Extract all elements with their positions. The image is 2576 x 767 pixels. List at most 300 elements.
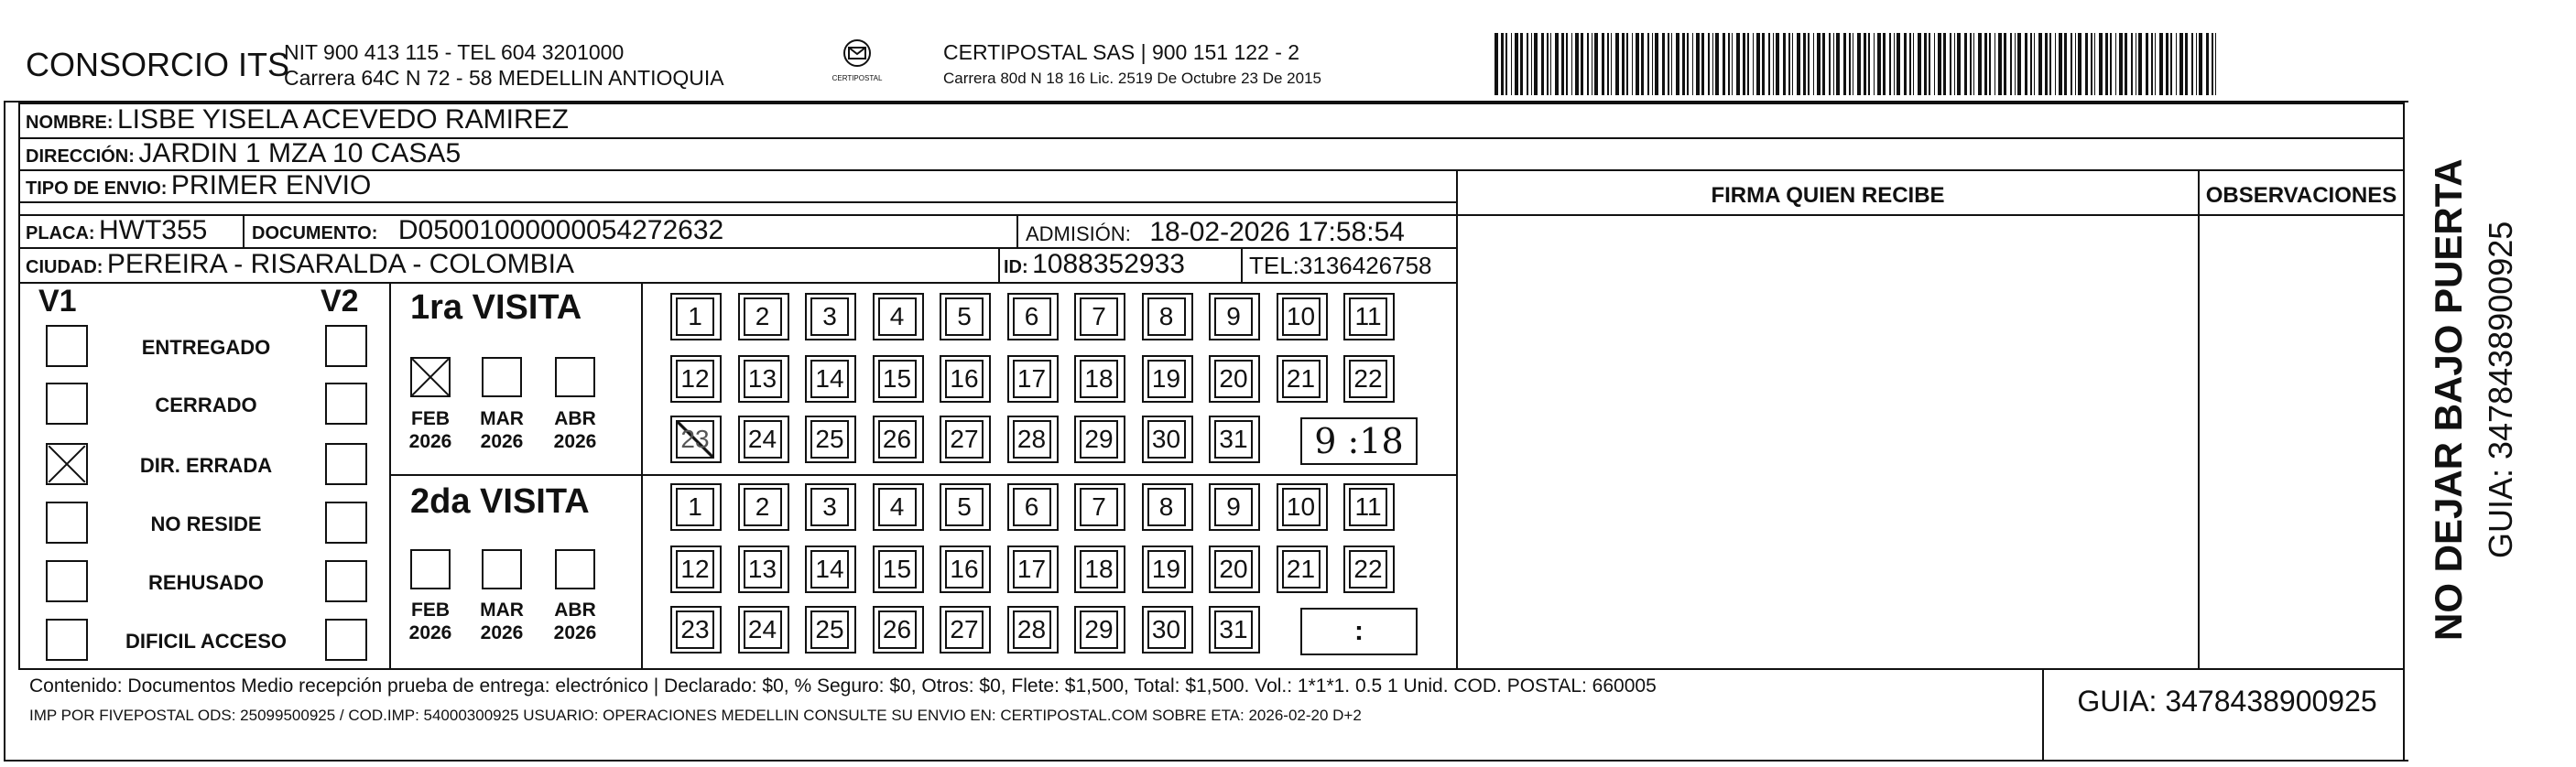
visit1-day-cell[interactable] [1007, 355, 1059, 403]
visit1-month-checkbox[interactable] [482, 357, 522, 397]
barcode-bar [1973, 33, 1974, 95]
barcode-bar [1647, 33, 1649, 95]
visit2-time-box[interactable] [1300, 608, 1418, 655]
tel-row [1249, 252, 1432, 280]
status-label: CERRADO [155, 394, 257, 416]
barcode-bar [1534, 33, 1538, 95]
footer-imp-line: IMP POR FIVEPOSTAL ODS: 25099500925 / COD.IMP: 54000300925 USUARIO: OPERACIONES MEDELLIN CONSULTE SU ENVIO EN: CERTIPOSTAL.COM SOBRE ETA: 2026-02-20 D+2 [29, 707, 1362, 724]
visit1-day-cell[interactable] [805, 355, 856, 403]
barcode-bar [2055, 33, 2056, 95]
visit1-day-cell[interactable] [805, 293, 856, 340]
visit1-day-cell[interactable] [1277, 355, 1328, 403]
barcode-bar [1682, 33, 1685, 95]
visit1-day-number: 30 [1147, 420, 1186, 459]
visit1-day-number: 25 [810, 420, 849, 459]
barcode-bar [2045, 33, 2048, 95]
visit2-day-number: 3 [810, 488, 849, 526]
logo-text: CERTIPOSTAL [831, 74, 883, 82]
visit1-day-number: 4 [878, 297, 917, 336]
barcode-bar [1611, 33, 1612, 95]
visit2-day-cell[interactable] [1142, 606, 1193, 654]
visit1-day-number: 22 [1349, 360, 1387, 398]
visit1-day-number: 9 [1214, 297, 1253, 336]
barcode-bar [2196, 33, 2197, 95]
visit2-day-cell[interactable] [670, 546, 722, 593]
barcode-bar [1566, 33, 1568, 95]
visit2-day-number: 9 [1214, 488, 1253, 526]
tel-value: 3136426758 [1299, 252, 1432, 279]
visit2-day-number: 13 [744, 550, 782, 589]
v1-checkbox[interactable] [46, 325, 88, 367]
visit1-day-cell[interactable] [1209, 293, 1260, 340]
visit1-day-cell[interactable] [1142, 416, 1193, 463]
month-year: 2026 [408, 622, 452, 643]
envelope-icon [839, 38, 875, 68]
license-line: Carrera 80d N 18 16 Lic. 2519 De Octubre 23 De 2015 [943, 70, 1321, 87]
id-row [1004, 249, 1185, 280]
barcode-bar [1984, 33, 1987, 95]
barcode-bar [1813, 33, 1814, 95]
barcode-bar [2004, 33, 2006, 95]
visit2-day-number: 31 [1214, 610, 1253, 649]
barcode-bar [2166, 33, 2168, 95]
visit2-day-cell[interactable] [738, 606, 789, 654]
visit1-month-checkbox[interactable] [410, 357, 451, 397]
barcode-bar [1913, 33, 1914, 95]
visit2-day-cell[interactable] [873, 483, 924, 531]
visit2-day-number: 15 [878, 550, 917, 589]
barcode-bar [1833, 33, 1834, 95]
barcode-bar [2176, 33, 2177, 95]
barcode-bar [1728, 33, 1730, 95]
placa-label: PLACA: [26, 223, 95, 243]
v1-header: V1 [38, 284, 77, 319]
barcode-bar [2025, 33, 2027, 95]
barcode-bar [2078, 33, 2081, 95]
barcode [1495, 33, 2227, 95]
barcode-bar [2105, 33, 2108, 95]
visit1-day-cell[interactable] [940, 355, 991, 403]
visit2-day-number: 18 [1080, 550, 1118, 589]
barcode-bar [1868, 33, 1870, 95]
barcode-bar [1696, 33, 1700, 95]
visit1-day-cell[interactable] [1074, 293, 1125, 340]
barcode-bar [1515, 33, 1518, 95]
barcode-bar [1938, 33, 1941, 95]
visit1-day-number: 21 [1282, 360, 1321, 398]
visit1-day-cell[interactable] [1343, 293, 1395, 340]
visit2-day-cell[interactable] [873, 546, 924, 593]
ciudad-row [26, 249, 574, 280]
visit2-day-cell[interactable] [1142, 483, 1193, 531]
visit2-day-number: 26 [878, 610, 917, 649]
barcode-bar [2094, 33, 2095, 95]
barcode-bar [1776, 33, 1779, 95]
barcode-bar [2010, 33, 2012, 95]
visit2-month-checkbox[interactable] [410, 549, 451, 589]
barcode-bar [1587, 33, 1589, 95]
firma-area[interactable] [1460, 216, 2196, 666]
barcode-bar [1626, 33, 1628, 95]
visit1-day-cell[interactable] [1209, 355, 1260, 403]
company-name: CONSORCIO ITS [26, 46, 290, 83]
direccion-row [26, 138, 461, 169]
footer-content-line: Contenido: Documentos Medio recepción prueba de entrega: electrónico | Declarado: $0, % Seguro: $0, Otros: $0, Flete: $1,500, Total: $1,500. Vol.: 1*1*1. 0.5 1 Unid. COD. POSTAL: 660005 [29, 675, 1657, 697]
barcode-bar [1964, 33, 1967, 95]
barcode-bar [1843, 33, 1846, 95]
barcode-bar [2159, 33, 2163, 95]
visit1-day-cell[interactable] [738, 293, 789, 340]
barcode-bar [2212, 33, 2213, 95]
barcode-bar [1762, 33, 1765, 95]
visit1-day-number: 12 [676, 360, 714, 398]
id-value: 1088352933 [1032, 249, 1185, 279]
visit2-day-cell[interactable] [1007, 483, 1059, 531]
barcode-bar [1692, 33, 1693, 95]
visit2-day-cell[interactable] [1142, 546, 1193, 593]
visit1-day-number: 23 [676, 420, 714, 459]
visit2-day-cell[interactable] [1074, 546, 1125, 593]
visit2-day-cell[interactable] [1209, 546, 1260, 593]
visit1-day-cell[interactable] [1142, 355, 1193, 403]
barcode-bar [1527, 33, 1528, 95]
barcode-bar [1889, 33, 1891, 95]
visit1-month-checkbox[interactable] [555, 357, 595, 397]
barcode-bar [1943, 33, 1946, 95]
visit2-day-cell[interactable] [1007, 606, 1059, 654]
visit1-time: 9 :18 [1314, 421, 1404, 461]
visit2-day-number: 24 [744, 610, 782, 649]
v2-checkbox[interactable] [325, 560, 367, 602]
barcode-bar [1676, 33, 1679, 95]
visit2-day-number: 10 [1282, 488, 1321, 526]
visit1-day-number: 3 [810, 297, 849, 336]
barcode-bar [1736, 33, 1740, 95]
barcode-bar [2170, 33, 2172, 95]
barcode-bar [1671, 33, 1672, 95]
barcode-bar [1636, 33, 1639, 95]
barcode-bar [1561, 33, 1564, 95]
status-label: NO RESIDE [150, 513, 262, 535]
barcode-bar [1797, 33, 1800, 95]
barcode-bar [1641, 33, 1644, 95]
visit2-day-cell[interactable] [805, 546, 856, 593]
barcode-bar [1836, 33, 1840, 95]
visit2-time: : [1354, 616, 1364, 646]
month-name: ABR [554, 600, 596, 621]
barcode-bar [1954, 33, 1955, 95]
certipostal-line: CERTIPOSTAL SAS | 900 151 122 - 2 [943, 40, 1300, 64]
month-name: MAR [480, 600, 524, 621]
certipostal-logo [821, 38, 894, 92]
barcode-bar [2206, 33, 2209, 95]
visit2-month-checkbox[interactable] [482, 549, 522, 589]
v1-checkbox[interactable] [46, 619, 88, 661]
barcode-bar [1773, 33, 1774, 95]
barcode-bar [2091, 33, 2092, 95]
barcode-bar [1817, 33, 1821, 95]
barcode-bar [1723, 33, 1725, 95]
ciudad-value: PEREIRA - RISARALDA - COLOMBIA [106, 249, 575, 279]
visit2-day-number: 19 [1147, 550, 1186, 589]
visit2-day-cell[interactable] [805, 483, 856, 531]
tipo-envio-label: TIPO DE ENVIO: [26, 178, 168, 199]
visit1-day-number: 31 [1214, 420, 1253, 459]
v2-checkbox[interactable] [325, 619, 367, 661]
visit1-day-cell[interactable] [670, 355, 722, 403]
barcode-bar [1668, 33, 1669, 95]
v1-checkbox[interactable] [46, 502, 88, 544]
v1-checkbox[interactable] [46, 443, 88, 485]
visit2-day-number: 25 [810, 610, 849, 649]
visit2-day-cell[interactable] [1277, 546, 1328, 593]
observaciones-header: OBSERVACIONES [2205, 183, 2397, 208]
visit2-day-cell[interactable] [1343, 483, 1395, 531]
visit2-day-cell[interactable] [670, 606, 722, 654]
barcode-bar [2191, 33, 2193, 95]
barcode-bar [1687, 33, 1689, 95]
visit2-day-cell[interactable] [670, 483, 722, 531]
visit1-day-number: 15 [878, 360, 917, 398]
visit1-day-cell[interactable] [1007, 293, 1059, 340]
barcode-bar [1788, 33, 1790, 95]
barcode-bar [1829, 33, 1831, 95]
visit1-day-cell[interactable] [1277, 293, 1328, 340]
month-name: MAR [480, 408, 524, 429]
barcode-bar [1662, 33, 1665, 95]
visit1-day-number: 13 [744, 360, 782, 398]
visit2-day-number: 2 [744, 488, 782, 526]
visit1-day-number: 20 [1214, 360, 1253, 398]
visit2-day-number: 12 [676, 550, 714, 589]
v2-checkbox[interactable] [325, 383, 367, 425]
visit1-day-number: 8 [1147, 297, 1186, 336]
visit2-day-number: 20 [1214, 550, 1253, 589]
visit1-day-number: 27 [945, 420, 984, 459]
visit1-day-cell[interactable] [670, 293, 722, 340]
visit1-day-number: 29 [1080, 420, 1118, 459]
documento-label: DOCUMENTO: [252, 223, 378, 243]
barcode-bar [1602, 33, 1604, 95]
visit2-day-cell[interactable] [1007, 546, 1059, 593]
visit1-day-number: 1 [676, 297, 714, 336]
barcode-bar [1511, 33, 1512, 95]
visit2-day-number: 21 [1282, 550, 1321, 589]
status-label: ENTREGADO [141, 336, 271, 359]
barcode-bar [1743, 33, 1745, 95]
v2-checkbox[interactable] [325, 443, 367, 485]
visit1-day-number: 18 [1080, 360, 1118, 398]
direccion-label: DIRECCIÓN: [26, 146, 135, 167]
status-label: REHUSADO [148, 571, 264, 594]
status-label: DIFICIL ACCESO [125, 630, 287, 653]
nombre-label: NOMBRE: [26, 113, 114, 133]
v2-header: V2 [321, 284, 359, 319]
visit1-day-cell[interactable] [1074, 355, 1125, 403]
barcode-bar [2151, 33, 2153, 95]
visit2-day-number: 28 [1013, 610, 1051, 649]
visit1-month-label [543, 407, 607, 453]
visit1-day-cell[interactable] [1209, 416, 1260, 463]
barcode-bar [1894, 33, 1895, 95]
visit2-day-cell[interactable] [940, 606, 991, 654]
visit2-day-number: 14 [810, 550, 849, 589]
barcode-bar [1505, 33, 1507, 95]
month-year: 2026 [553, 431, 597, 452]
visit1-day-number: 14 [810, 360, 849, 398]
visit1-day-cell[interactable] [873, 416, 924, 463]
visit1-day-cell[interactable] [1007, 416, 1059, 463]
visit2-day-number: 22 [1349, 550, 1387, 589]
barcode-bar [1715, 33, 1719, 95]
barcode-bar [1571, 33, 1572, 95]
visit1-day-cell[interactable] [940, 416, 991, 463]
v1-checkbox[interactable] [46, 560, 88, 602]
visit2-day-cell[interactable] [805, 606, 856, 654]
visit1-day-cell[interactable] [873, 355, 924, 403]
barcode-bar [1909, 33, 1911, 95]
barcode-bar [2071, 33, 2072, 95]
visit2-day-number: 4 [878, 488, 917, 526]
barcode-bar [1547, 33, 1549, 95]
barcode-bar [1732, 33, 1733, 95]
visit1-month-label [470, 407, 534, 453]
visit2-day-cell[interactable] [1074, 483, 1125, 531]
barcode-bar [1998, 33, 2002, 95]
observaciones-area[interactable] [2201, 216, 2401, 666]
placa-row [26, 215, 207, 246]
documento-row [252, 215, 723, 246]
barcode-bar [2125, 33, 2127, 95]
visit2-day-cell[interactable] [738, 546, 789, 593]
barcode-bar [2038, 33, 2042, 95]
barcode-bar [1708, 33, 1710, 95]
visit1-day-number: 10 [1282, 297, 1321, 336]
barcode-bar [1756, 33, 1760, 95]
v2-checkbox[interactable] [325, 502, 367, 544]
barcode-bar [2034, 33, 2035, 95]
barcode-bar [1864, 33, 1866, 95]
visit2-day-number: 23 [676, 610, 714, 649]
barcode-bar [1934, 33, 1935, 95]
month-year: 2026 [553, 622, 597, 643]
barcode-bar [1970, 33, 1972, 95]
visit2-month-checkbox[interactable] [555, 549, 595, 589]
barcode-bar [1712, 33, 1713, 95]
month-year: 2026 [480, 431, 524, 452]
visit2-day-cell[interactable] [940, 483, 991, 531]
barcode-bar [1768, 33, 1770, 95]
barcode-bar [1652, 33, 1653, 95]
visit1-day-number: 5 [945, 297, 984, 336]
barcode-bar [1495, 33, 1498, 95]
month-year: 2026 [480, 622, 524, 643]
barcode-bar [1701, 33, 1704, 95]
barcode-bar [1978, 33, 1982, 95]
visit1-day-cell[interactable] [670, 416, 722, 463]
visit2-day-number: 27 [945, 610, 984, 649]
barcode-bar [1994, 33, 1995, 95]
barcode-bar [1501, 33, 1504, 95]
visit1-day-cell[interactable] [873, 293, 924, 340]
barcode-bar [2017, 33, 2021, 95]
visit1-day-cell[interactable] [738, 416, 789, 463]
barcode-bar [1615, 33, 1619, 95]
visit1-day-number: 2 [744, 297, 782, 336]
visit1-day-number: 17 [1013, 360, 1051, 398]
visit1-day-cell[interactable] [805, 416, 856, 463]
visit1-title: 1ra VISITA [410, 288, 582, 327]
visit1-time-box[interactable] [1300, 417, 1418, 465]
v2-checkbox[interactable] [325, 325, 367, 367]
visit2-day-cell[interactable] [738, 483, 789, 531]
visit2-day-cell[interactable] [1277, 483, 1328, 531]
visit1-day-cell[interactable] [1074, 416, 1125, 463]
barcode-bar [2146, 33, 2148, 95]
barcode-bar [1594, 33, 1598, 95]
visit1-day-cell[interactable] [940, 293, 991, 340]
visit1-day-cell[interactable] [1343, 355, 1395, 403]
visit2-day-cell[interactable] [873, 606, 924, 654]
tipo-envio-row [26, 170, 371, 201]
visit2-day-number: 17 [1013, 550, 1051, 589]
month-name: FEB [411, 600, 450, 621]
visit1-month-label [398, 407, 462, 453]
side-guia: GUIA: 3478438900925 [2482, 221, 2519, 558]
barcode-bar [1989, 33, 1991, 95]
barcode-bar [2179, 33, 2183, 95]
visit2-day-number: 1 [676, 488, 714, 526]
barcode-bar [2075, 33, 2076, 95]
visit2-day-cell[interactable] [1209, 483, 1260, 531]
visit1-day-number: 19 [1147, 360, 1186, 398]
visit1-day-number: 26 [878, 420, 917, 459]
tipo-envio-value: PRIMER ENVIO [170, 170, 372, 200]
visit2-month-label [470, 599, 534, 644]
barcode-bar [1607, 33, 1609, 95]
visit2-day-number: 7 [1080, 488, 1118, 526]
visit2-title: 2da VISITA [410, 482, 590, 521]
barcode-bar [1632, 33, 1633, 95]
visit1-day-cell[interactable] [1142, 293, 1193, 340]
visit2-day-cell[interactable] [1209, 606, 1260, 654]
admision-value: 18-02-2026 17:58:54 [1149, 217, 1405, 247]
visit1-day-cell[interactable] [738, 355, 789, 403]
visit1-day-number: 11 [1349, 297, 1387, 336]
barcode-bar [1929, 33, 1930, 95]
visit2-day-number: 11 [1349, 488, 1387, 526]
barcode-bar [2185, 33, 2188, 95]
v1-checkbox[interactable] [46, 383, 88, 425]
barcode-bar [2215, 33, 2216, 95]
barcode-bar [1857, 33, 1861, 95]
barcode-bar [2049, 33, 2051, 95]
visit2-day-cell[interactable] [1074, 606, 1125, 654]
visit2-day-number: 29 [1080, 610, 1118, 649]
barcode-bar [2155, 33, 2156, 95]
footer-guia: GUIA: 3478438900925 [2077, 685, 2377, 718]
visit2-day-cell[interactable] [940, 546, 991, 593]
documento-value: D05001000000054272632 [397, 215, 724, 245]
barcode-bar [1622, 33, 1625, 95]
month-name: FEB [411, 408, 450, 429]
visit2-day-cell[interactable] [1343, 546, 1395, 593]
barcode-bar [2015, 33, 2016, 95]
barcode-bar [1924, 33, 1927, 95]
barcode-bar [1918, 33, 1921, 95]
visit1-day-number: 6 [1013, 297, 1051, 336]
barcode-bar [1849, 33, 1851, 95]
